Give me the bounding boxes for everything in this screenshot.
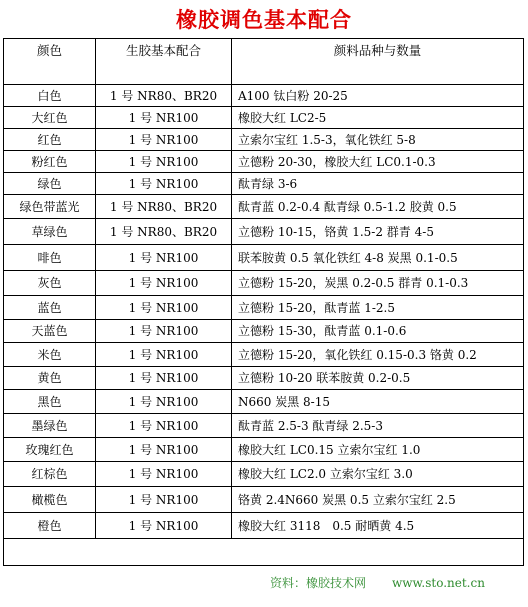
base-formula-cell: 1 号 NR100 bbox=[96, 245, 232, 271]
color-cell: 红棕色 bbox=[4, 462, 96, 487]
pigment-cell: 联苯胺黄 0.5 氧化铁红 4-8 炭黑 0.1-0.5 bbox=[232, 245, 524, 271]
table-row bbox=[4, 195, 524, 219]
header-pigment: 颜料品种与数量 bbox=[232, 39, 524, 85]
pigment-cell: A100 钛白粉 20-25 bbox=[232, 85, 524, 107]
color-cell: 大红色 bbox=[4, 107, 96, 129]
color-cell: 粉红色 bbox=[4, 151, 96, 173]
base-formula-cell: 1 号 NR100 bbox=[96, 367, 232, 390]
pigment-cell: 立德粉 10-20 联苯胺黄 0.2-0.5 bbox=[232, 367, 524, 390]
base-formula-cell: 1 号 NR100 bbox=[96, 343, 232, 367]
color-formula-table bbox=[3, 38, 524, 566]
pigment-cell: 立德粉 15-20，炭黑 0.2-0.5 群青 0.1-0.3 bbox=[232, 271, 524, 296]
page-title: 橡胶调色基本配合 bbox=[176, 8, 352, 32]
base-formula-cell: 1 号 NR80、BR20 bbox=[96, 219, 232, 245]
base-formula-cell: 1 号 NR100 bbox=[96, 296, 232, 320]
base-formula-cell: 1 号 NR100 bbox=[96, 513, 232, 539]
pigment-cell: 立德粉 20-30，橡胶大红 LC0.1-0.3 bbox=[232, 151, 524, 173]
color-cell: 草绿色 bbox=[4, 219, 96, 245]
color-cell: 绿色 bbox=[4, 173, 96, 195]
base-formula-cell: 1 号 NR100 bbox=[96, 173, 232, 195]
base-formula-cell: 1 号 NR100 bbox=[96, 151, 232, 173]
pigment-cell: 立德粉 15-30，酞青蓝 0.1-0.6 bbox=[232, 320, 524, 343]
pigment-cell: 立德粉 10-15，铬黄 1.5-2 群青 4-5 bbox=[232, 219, 524, 245]
table-row bbox=[4, 129, 524, 151]
pigment-cell: 立德粉 15-20，酞青蓝 1-2.5 bbox=[232, 296, 524, 320]
pigment-cell: 酞青蓝 0.2-0.4 酞青绿 0.5-1.2 胶黄 0.5 bbox=[232, 195, 524, 219]
base-formula-cell: 1 号 NR100 bbox=[96, 320, 232, 343]
base-formula-cell: 1 号 NR100 bbox=[96, 414, 232, 438]
color-cell: 绿色带蓝光 bbox=[4, 195, 96, 219]
table-row bbox=[4, 151, 524, 173]
color-cell: 橙色 bbox=[4, 513, 96, 539]
pigment-cell: 铬黄 2.4N660 炭黑 0.5 立索尔宝红 2.5 bbox=[232, 487, 524, 513]
color-cell: 红色 bbox=[4, 129, 96, 151]
table-row bbox=[4, 513, 524, 539]
color-cell: 玫瑰红色 bbox=[4, 438, 96, 462]
color-cell: 黑色 bbox=[4, 390, 96, 414]
base-formula-cell: 1 号 NR100 bbox=[96, 107, 232, 129]
table-row bbox=[4, 390, 524, 414]
table-row bbox=[4, 219, 524, 245]
base-formula-cell: 1 号 NR80、BR20 bbox=[96, 195, 232, 219]
table-row bbox=[4, 107, 524, 129]
pigment-cell: 橡胶大红 LC0.15 立索尔宝红 1.0 bbox=[232, 438, 524, 462]
footer-cell bbox=[4, 539, 524, 566]
pigment-cell: 立德粉 15-20，氧化铁红 0.15-0.3 铬黄 0.2 bbox=[232, 343, 524, 367]
color-cell: 啡色 bbox=[4, 245, 96, 271]
color-cell: 米色 bbox=[4, 343, 96, 367]
base-formula-cell: 1 号 NR100 bbox=[96, 129, 232, 151]
base-formula-cell: 1 号 NR80、BR20 bbox=[96, 85, 232, 107]
pigment-cell: 橡胶大红 LC2.0 立索尔宝红 3.0 bbox=[232, 462, 524, 487]
base-formula-cell: 1 号 NR100 bbox=[96, 462, 232, 487]
table-row bbox=[4, 271, 524, 296]
table-header-row bbox=[4, 39, 524, 85]
base-formula-cell: 1 号 NR100 bbox=[96, 271, 232, 296]
color-cell: 天蓝色 bbox=[4, 320, 96, 343]
pigment-cell: 橡胶大红 LC2-5 bbox=[232, 107, 524, 129]
pigment-cell: 酞青绿 3-6 bbox=[232, 173, 524, 195]
header-color: 颜色 bbox=[4, 39, 96, 85]
pigment-cell: 酞青蓝 2.5-3 酞青绿 2.5-3 bbox=[232, 414, 524, 438]
table-row bbox=[4, 85, 524, 107]
pigment-cell: 立索尔宝红 1.5-3，氧化铁红 5-8 bbox=[232, 129, 524, 151]
base-formula-cell: 1 号 NR100 bbox=[96, 487, 232, 513]
table-row bbox=[4, 343, 524, 367]
source-url: www.sto.net.cn bbox=[392, 576, 485, 590]
table-row bbox=[4, 245, 524, 271]
pigment-cell: N660 炭黑 8-15 bbox=[232, 390, 524, 414]
base-formula-cell: 1 号 NR100 bbox=[96, 390, 232, 414]
color-cell: 橄榄色 bbox=[4, 487, 96, 513]
base-formula-cell: 1 号 NR100 bbox=[96, 438, 232, 462]
source-label: 资料：橡胶技术网 bbox=[270, 576, 367, 590]
color-cell: 白色 bbox=[4, 85, 96, 107]
color-cell: 蓝色 bbox=[4, 296, 96, 320]
table-row bbox=[4, 438, 524, 462]
pigment-cell: 橡胶大红 3118 0.5 耐晒黄 4.5 bbox=[232, 513, 524, 539]
color-cell: 灰色 bbox=[4, 271, 96, 296]
table-row bbox=[4, 173, 524, 195]
table-row bbox=[4, 414, 524, 438]
table-row bbox=[4, 487, 524, 513]
table-footer-row bbox=[4, 539, 524, 566]
table-row bbox=[4, 296, 524, 320]
color-cell: 黄色 bbox=[4, 367, 96, 390]
color-cell: 墨绿色 bbox=[4, 414, 96, 438]
table-row bbox=[4, 462, 524, 487]
header-base: 生胶基本配合 bbox=[96, 39, 232, 85]
source-note bbox=[270, 574, 485, 591]
table-row bbox=[4, 367, 524, 390]
table-row bbox=[4, 320, 524, 343]
